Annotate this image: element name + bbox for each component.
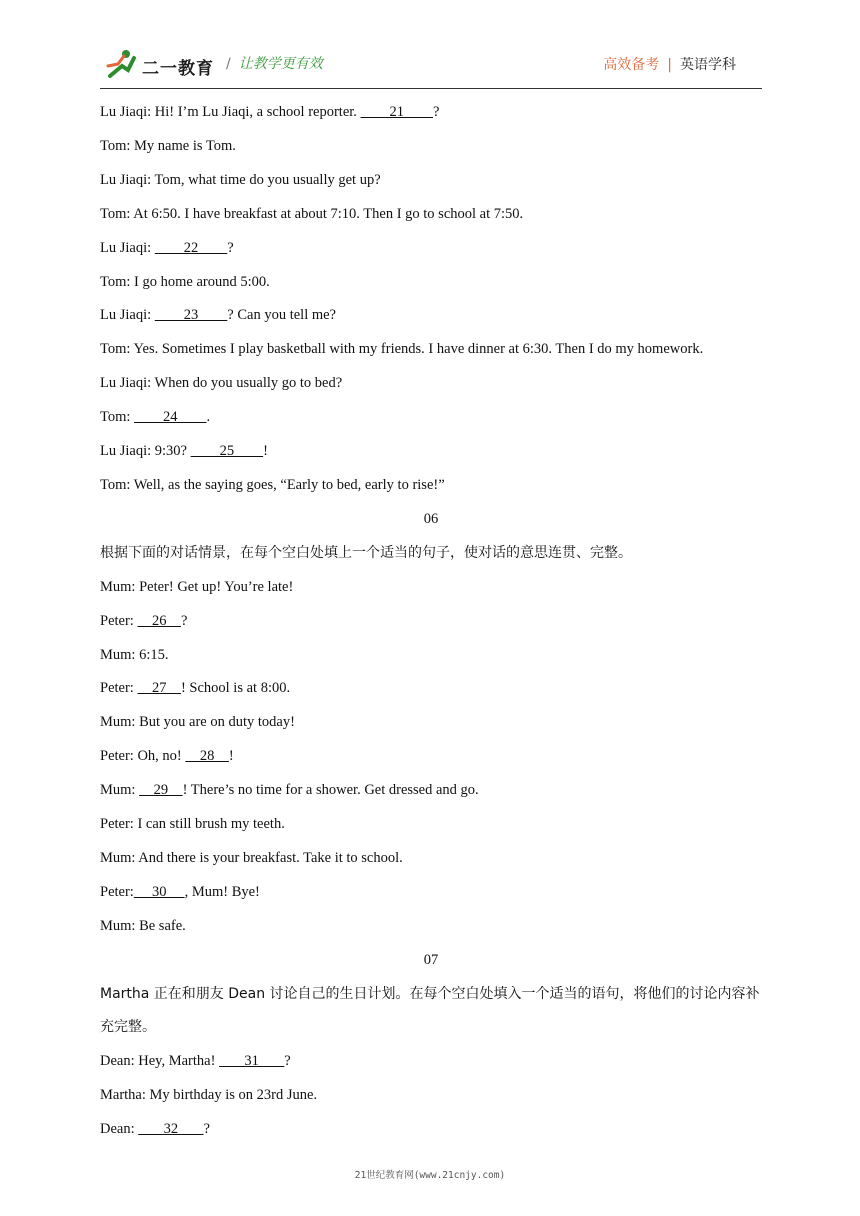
slogan-text: 让教学更有效	[238, 56, 323, 72]
dialogue-line	[100, 910, 762, 944]
line-text: ? Can you tell me?	[227, 307, 336, 324]
runner-logo-icon	[104, 46, 144, 82]
line-text: Mum:	[100, 782, 140, 799]
line-text: !	[228, 748, 234, 765]
line-text: 07	[423, 951, 439, 968]
instruction-text	[100, 978, 762, 1046]
line-text: ?	[433, 104, 440, 120]
dialogue-line	[100, 1045, 762, 1079]
line-text: Dean:	[100, 1121, 139, 1138]
line-text: Mum: Peter! Get up! You’re late!	[100, 578, 294, 595]
dialogue-line	[100, 672, 762, 706]
slogan: / 让教学更有效	[226, 56, 323, 72]
dialogue-line	[100, 96, 762, 130]
line-text: ?	[203, 1121, 210, 1138]
header-tag-subject: 英语学科	[680, 57, 736, 73]
page-footer: 21世纪教育网(www.21cnjy.com)	[354, 1170, 506, 1181]
answer-blank: 26	[137, 612, 181, 629]
dialogue-line	[100, 740, 762, 774]
dialogue-line	[100, 266, 762, 300]
line-text: Lu Jiaqi: Hi! I’m Lu Jiaqi, a school reporter.	[100, 104, 361, 120]
line-text: Tom:	[100, 409, 135, 426]
header-separator: |	[667, 57, 672, 73]
dialogue-line	[100, 639, 762, 673]
line-text: Mum: Be safe.	[100, 917, 186, 934]
line-text: Peter: Oh, no!	[100, 748, 186, 765]
dialogue-line	[100, 842, 762, 876]
line-text: Tom: At 6:50. I have breakfast at about 7:10. Then I go to school at 7:50.	[100, 205, 524, 222]
line-text: .	[206, 409, 211, 426]
dialogue-line	[100, 808, 762, 842]
dialogue-line	[100, 299, 762, 333]
logo	[104, 46, 224, 86]
answer-blank: 22	[154, 239, 228, 256]
line-text: Mum: And there is your breakfast. Take it to school.	[100, 849, 403, 866]
section-number	[100, 503, 762, 537]
answer-blank: 32	[138, 1121, 204, 1138]
answer-blank: 31	[219, 1053, 285, 1070]
line-text: Tom: My name is Tom.	[100, 137, 236, 154]
line-text: Lu Jiaqi: 9:30?	[100, 443, 191, 460]
line-text: Dean: Hey, Martha!	[100, 1053, 220, 1070]
line-text: Martha: My birthday is on 23rd June.	[100, 1087, 318, 1104]
line-text: , Mum! Bye!	[184, 883, 260, 900]
header-tag-exam: 高效备考	[603, 57, 660, 73]
dialogue-line	[100, 605, 762, 639]
answer-blank: 24	[134, 409, 207, 426]
dialogue-line	[100, 232, 762, 266]
line-text: Peter:	[100, 680, 138, 697]
section-number	[100, 944, 762, 978]
dialogue-line	[100, 130, 762, 164]
line-text: Lu Jiaqi:	[100, 239, 155, 256]
line-text: 06	[423, 510, 439, 527]
line-text: Tom: Yes. Sometimes I play basketball with my friends. I have dinner at 6:30. Then I do my homework.	[100, 341, 704, 358]
answer-blank: 27	[137, 680, 181, 697]
line-text: Tom: Well, as the saying goes, “Early to bed, early to rise!”	[100, 476, 445, 493]
line-text: 根据下面的对话情景，在每个空白处填上一个适当的句子，使对话的意思连贯、完整。	[100, 544, 632, 561]
document-body	[100, 96, 762, 1147]
dialogue-line	[100, 1079, 762, 1113]
instruction-text	[100, 537, 762, 571]
line-text: Martha 正在和朋友 Dean 讨论自己的生日计划。在每个空白处填入一个适当的语句，将他们的讨论内容补充完整。	[100, 985, 760, 1036]
line-text: Peter: I can still brush my teeth.	[100, 816, 285, 833]
logo-text: 二一教育	[142, 59, 214, 79]
line-text: ?	[284, 1053, 291, 1070]
page-header	[100, 40, 762, 89]
dialogue-line	[100, 571, 762, 605]
line-text: Lu Jiaqi:	[100, 307, 155, 324]
dialogue-line	[100, 164, 762, 198]
answer-blank: 25	[190, 443, 264, 460]
dialogue-line	[100, 198, 762, 232]
dialogue-line	[100, 774, 762, 808]
dialogue-line	[100, 469, 762, 503]
line-text: Peter:	[100, 612, 138, 629]
line-text: ! School is at 8:00.	[180, 680, 291, 697]
answer-blank: 23	[154, 307, 228, 324]
line-text: Lu Jiaqi: When do you usually go to bed?	[100, 375, 343, 392]
dialogue-line	[100, 435, 762, 469]
answer-blank: 29	[139, 782, 183, 799]
line-text: ! There’s no time for a shower. Get dressed and go.	[182, 782, 479, 799]
dialogue-line	[100, 1113, 762, 1147]
line-text: Peter:	[100, 883, 134, 900]
dialogue-line	[100, 367, 762, 401]
dialogue-line	[100, 876, 762, 910]
answer-blank: 21	[360, 104, 434, 120]
dialogue-line	[100, 333, 762, 367]
dialogue-line	[100, 401, 762, 435]
line-text: Lu Jiaqi: Tom, what time do you usually get up?	[100, 171, 381, 188]
dialogue-line	[100, 706, 762, 740]
line-text: Mum: But you are on duty today!	[100, 714, 295, 731]
line-text: !	[263, 443, 268, 460]
line-text: Tom: I go home around 5:00.	[100, 273, 270, 290]
answer-blank: 30	[133, 883, 185, 900]
line-text: Mum: 6:15.	[100, 646, 169, 663]
header-subject	[603, 54, 736, 74]
line-text: ?	[180, 612, 188, 629]
line-text: ?	[227, 239, 234, 256]
answer-blank: 28	[185, 748, 229, 765]
